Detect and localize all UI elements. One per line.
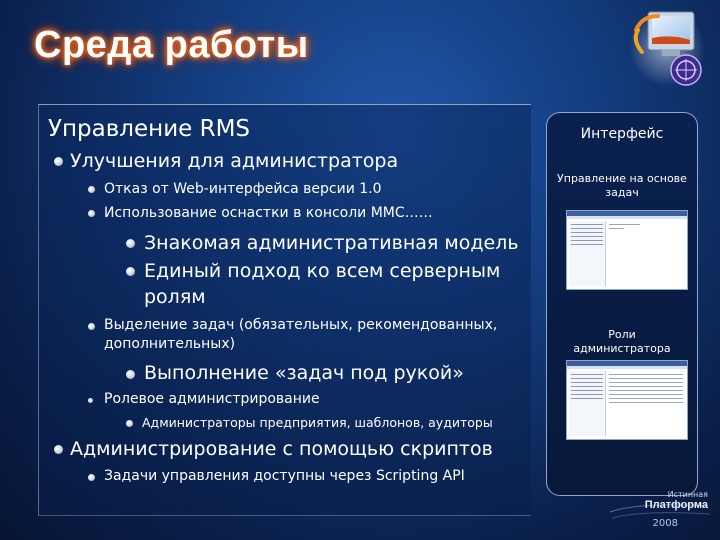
side-caption-tasks-line1: Управление на основе <box>557 172 687 185</box>
bullet-dot <box>54 445 63 454</box>
bullet-dot <box>126 239 135 248</box>
list-item: Выделение задач (обязательных, рекомендованных, <box>104 317 498 333</box>
list-item: Отказ от Web-интерфейса версии 1.0 <box>104 181 382 197</box>
bullet-dot <box>126 267 135 276</box>
list-item: ролям <box>144 286 206 308</box>
footer-logo-main: Платформа <box>644 499 708 511</box>
footer-logo-year: 2008 <box>652 518 678 529</box>
list-item: Выполнение «задач под рукой» <box>144 362 464 384</box>
side-caption-tasks-line2: задач <box>605 186 639 199</box>
bullet-dot <box>126 420 133 427</box>
side-caption-roles-line2: администратора <box>573 342 671 355</box>
side-caption-roles-line1: Роли <box>608 328 636 341</box>
slide-title: Среда работы <box>34 24 309 66</box>
bullet-dot <box>54 157 63 166</box>
bullet-dot <box>88 474 95 481</box>
footer-logo-small: Истинная <box>667 490 708 499</box>
bullet-dot <box>88 398 93 403</box>
list-item: Единый подход ко всем серверным <box>144 260 501 282</box>
list-item: Администраторы предприятия, шаблонов, аудиторы <box>142 415 493 430</box>
windows-server-logo-icon <box>622 4 712 96</box>
bullet-dot <box>88 323 95 330</box>
bullet-dot <box>88 186 95 193</box>
screenshot-thumbnail-tasks <box>566 210 688 290</box>
list-item: Улучшения для администратора <box>70 150 399 172</box>
section-heading: Управление RMS <box>48 116 251 142</box>
list-item: дополнительных) <box>104 336 236 352</box>
side-panel-title: Интерфейс <box>580 126 664 142</box>
list-item: Использование оснастки в консоли MMC…… <box>104 205 433 221</box>
list-item: Задачи управления доступны через Scripting API <box>104 468 465 484</box>
list-item: Администрирование с помощью скриптов <box>70 438 493 460</box>
screenshot-thumbnail-roles <box>566 360 688 440</box>
list-item: Ролевое администрирование <box>104 391 320 407</box>
footer-platform-logo <box>608 488 714 536</box>
list-item: Знакомая административная модель <box>144 232 519 254</box>
bullet-dot <box>126 370 135 379</box>
bullet-dot <box>88 210 95 217</box>
